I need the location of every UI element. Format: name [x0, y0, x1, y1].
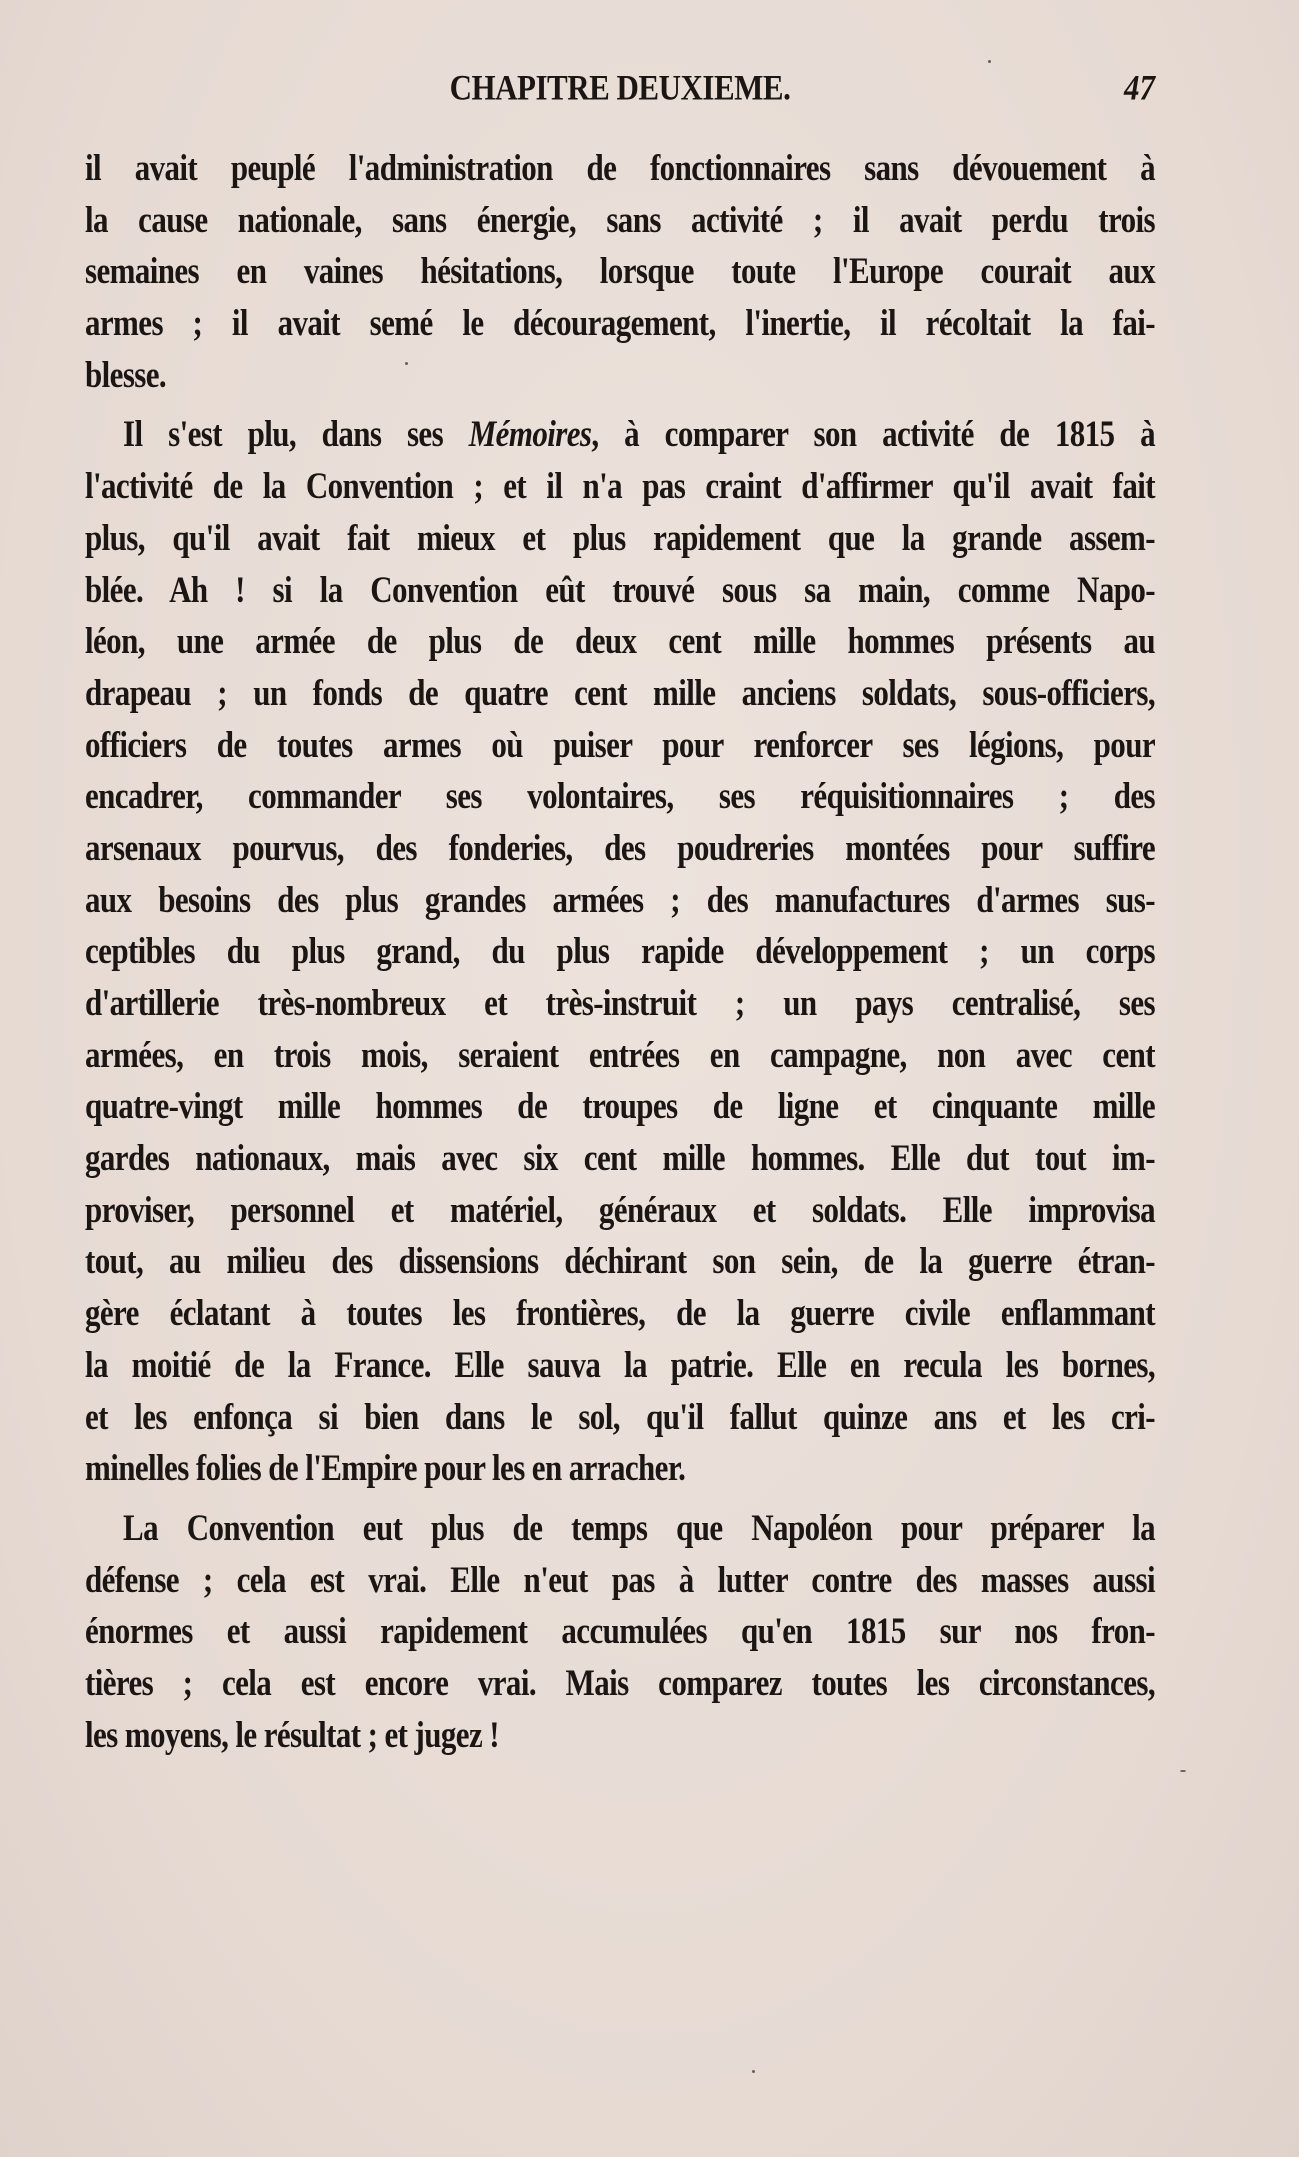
- text-line: officiers de toutes armes où puiser pour renforcer ses légions, pour: [85, 723, 1155, 765]
- italic-title: Mémoires: [468, 413, 592, 455]
- paragraph: [85, 408, 1155, 1493]
- text-line: tout, au milieu des dissensions déchirant son sein, de la guerre étran-: [85, 1240, 1155, 1282]
- paragraph: [85, 142, 1155, 400]
- text-line: l'activité de la Convention ; et il n'a pas craint d'affirmer qu'il avait fait: [85, 464, 1155, 507]
- page-number: 47: [1124, 67, 1155, 108]
- text-line: arsenaux pourvus, des fonderies, des poudreries montées pour suffire: [85, 826, 1155, 869]
- paper-speck: [405, 362, 408, 365]
- paper-speck: [752, 2070, 755, 2073]
- text-line: aux besoins des plus grandes armées ; des manufactures d'armes sus-: [85, 878, 1155, 920]
- text-line: d'artillerie très-nombreux et très-instruit ; un pays centralisé, ses: [85, 981, 1155, 1024]
- paper-speck: [1180, 1770, 1186, 1772]
- text-line: la cause nationale, sans énergie, sans activité ; il avait perdu trois: [85, 198, 1155, 240]
- text-line: il avait peuplé l'administration de fonctionnaires sans dévouement à: [85, 146, 1155, 189]
- text-line: plus, qu'il avait fait mieux et plus rapidement que la grande assem-: [85, 516, 1155, 558]
- page-header: [85, 67, 1155, 114]
- text-line: gère éclatant à toutes les frontières, de la guerre civile enflammant: [85, 1291, 1155, 1334]
- text-segment: Il s'est plu, dans ses: [123, 413, 469, 455]
- paper-speck: [988, 60, 991, 63]
- text-line: armes ; il avait semé le découragement, l'inertie, il récoltait la fai-: [85, 301, 1155, 344]
- text-line: drapeau ; un fonds de quatre cent mille anciens soldats, sous-officiers,: [85, 671, 1155, 713]
- text-line: armées, en trois mois, seraient entrées en campagne, non avec cent: [85, 1033, 1155, 1075]
- text-line: La Convention eut plus de temps que Napoléon pour préparer la: [123, 1506, 1155, 1548]
- text-line: la moitié de la France. Elle sauva la patrie. Elle en recula les bornes,: [85, 1343, 1155, 1385]
- text-line: semaines en vaines hésitations, lorsque toute l'Europe courait aux: [85, 250, 1155, 292]
- text-line: quatre-vingt mille hommes de troupes de ligne et cinquante mille: [85, 1085, 1155, 1127]
- page-body: [85, 142, 1155, 1760]
- paragraph: [85, 1502, 1155, 1760]
- running-title: CHAPITRE DEUXIEME.: [449, 67, 791, 108]
- text-line: tières ; cela est encore vrai. Mais comparez toutes les circonstances,: [85, 1661, 1155, 1704]
- text-line: énormes et aussi rapidement accumulées qu'en 1815 sur nos fron-: [85, 1610, 1155, 1652]
- text-line: gardes nationaux, mais avec six cent mille hommes. Elle dut tout im-: [85, 1136, 1155, 1179]
- text-line: et les enfonça si bien dans le sol, qu'il fallut quinze ans et les cri-: [85, 1395, 1155, 1437]
- text-line: ceptibles du plus grand, du plus rapide développement ; un corps: [85, 930, 1155, 972]
- text-segment: , à comparer son activité de 1815 à: [591, 413, 1155, 455]
- text-line: défense ; cela est vrai. Elle n'eut pas à lutter contre des masses aussi: [85, 1558, 1155, 1600]
- text-line: blesse.: [85, 353, 167, 395]
- text-line: proviser, personnel et matériel, généraux et soldats. Elle improvisa: [85, 1188, 1155, 1230]
- text-line: blée. Ah ! si la Convention eût trouvé sous sa main, comme Napo-: [85, 568, 1155, 610]
- text-line: léon, une armée de plus de deux cent mille hommes présents au: [85, 619, 1155, 662]
- text-line: les moyens, le résultat ; et jugez !: [85, 1713, 499, 1755]
- text-line: encadrer, commander ses volontaires, ses réquisitionnaires ; des: [85, 775, 1155, 817]
- text-line: minelles folies de l'Empire pour les en arracher.: [85, 1446, 686, 1489]
